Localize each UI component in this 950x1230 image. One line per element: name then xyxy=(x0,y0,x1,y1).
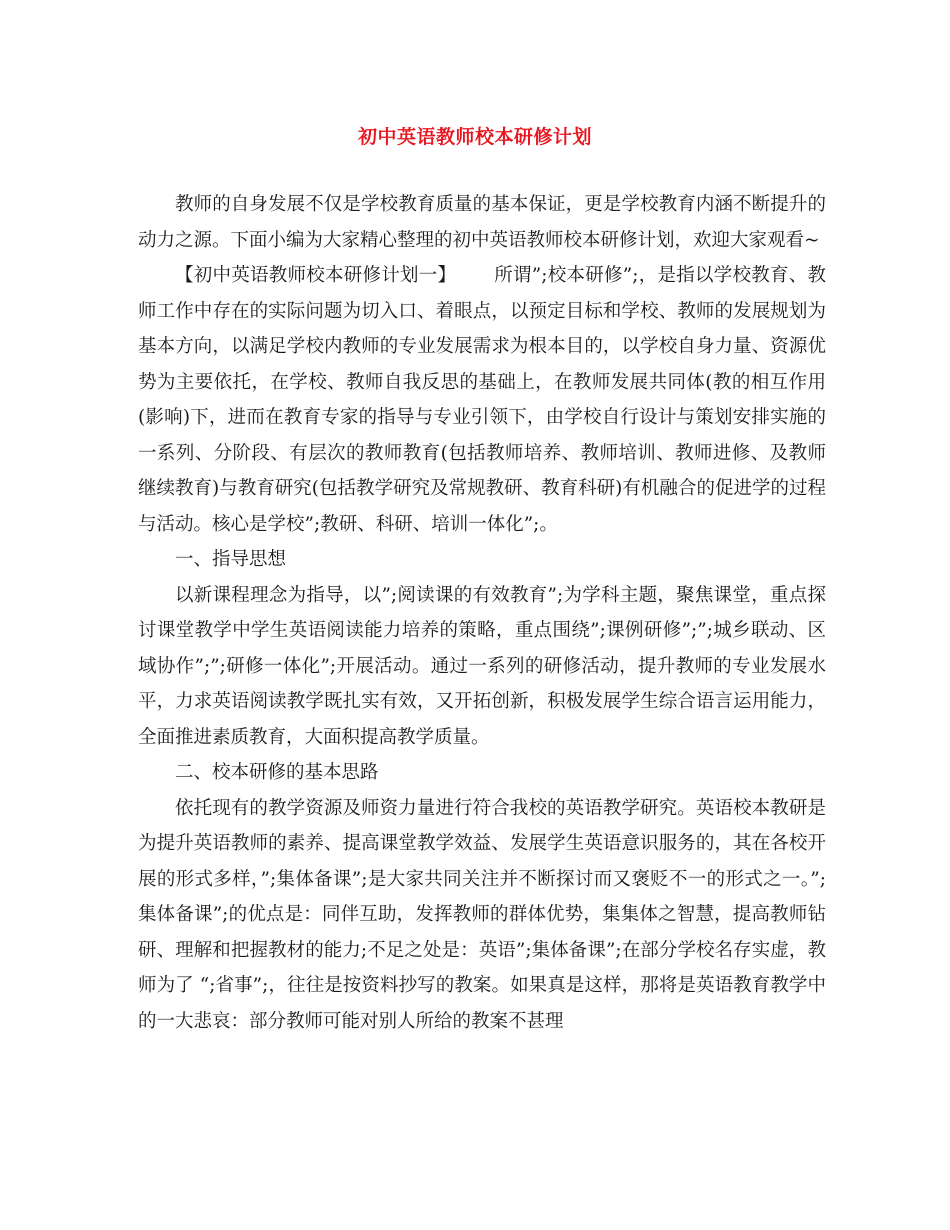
plan-one-text: 所谓”;校本研修”;，是指以学校教育、教师工作中存在的实际问题为切入口、着眼点，以预定目标和学校、教师的发展规划为基本方向，以满足学校内教师的专业发展需求为根本目的，以学校自身力量、资源优势为主要依托，在学校、教师自我反思的基础上，在教师发展共同体(教的相互作用(影响)下，进而在教育专家的指导与专业引领下，由学校自行设计与策划安排实施的一系列、分阶段、有层次的教师教育(包括教师培养、教师培训、教师进修、及教师继续教育)与教育研究(包括教学研究及常规教研、教育科研)有机融合的促进学的过程与活动。核心是学校”;教研、科研、培训一体化”;。 xyxy=(138,265,826,535)
intro-paragraph: 教师的自身发展不仅是学校教育质量的基本保证，更是学校教育内涵不断提升的动力之源。下面小编为大家精心整理的初中英语教师校本研修计划，欢迎大家观看~ xyxy=(138,194,826,251)
section-two-paragraph: 依托现有的教学资源及师资力量进行符合我校的英语教学研究。英语校本教研是为提升英语教师的素养、提高课堂教学效益、发展学生英语意识服务的，其在各校开展的形式多样，”;集体备课”;是大家共同关注并不断探讨而又褒贬不一的形式之一。”;集体备课”;的优点是：同伴互助，发挥教师的群体优势，集集体之智慧，提高教师钻研、理解和把握教材的能力;不足之处是：英语”;集体备课”;在部分学校名存实虚，教师为了 “;省事”;，往往是按资料抄写的教案。如果真是这样，那将是英语教育教学中的一大悲哀：部分教师可能对别人所给的教案不甚理 xyxy=(138,797,826,1032)
plan-one-paragraph xyxy=(138,258,826,542)
section-two-heading: 二、校本研修的基本思路 xyxy=(175,762,379,783)
section-one-paragraph: 以新课程理念为指导，以”;阅读课的有效教育”;为学科主题，聚焦课堂，重点探讨课堂教学中学生英语阅读能力培养的策略，重点围绕”;课例研修”;”;城乡联动、区域协作”;”;研修一体化”;开展活动。通过一系列的研修活动，提升教师的专业发展水平，力求英语阅读教学既扎实有效，又开拓创新，积极发展学生综合语言运用能力，全面推进素质教育，大面积提高教学质量。 xyxy=(138,584,826,748)
section-one-heading: 一、指导思想 xyxy=(175,549,287,570)
document-title: 初中英语教师校本研修计划 xyxy=(357,126,592,148)
plan-one-tag: 【初中英语教师校本研修计划一】 xyxy=(175,265,457,286)
document-body xyxy=(138,187,826,1039)
